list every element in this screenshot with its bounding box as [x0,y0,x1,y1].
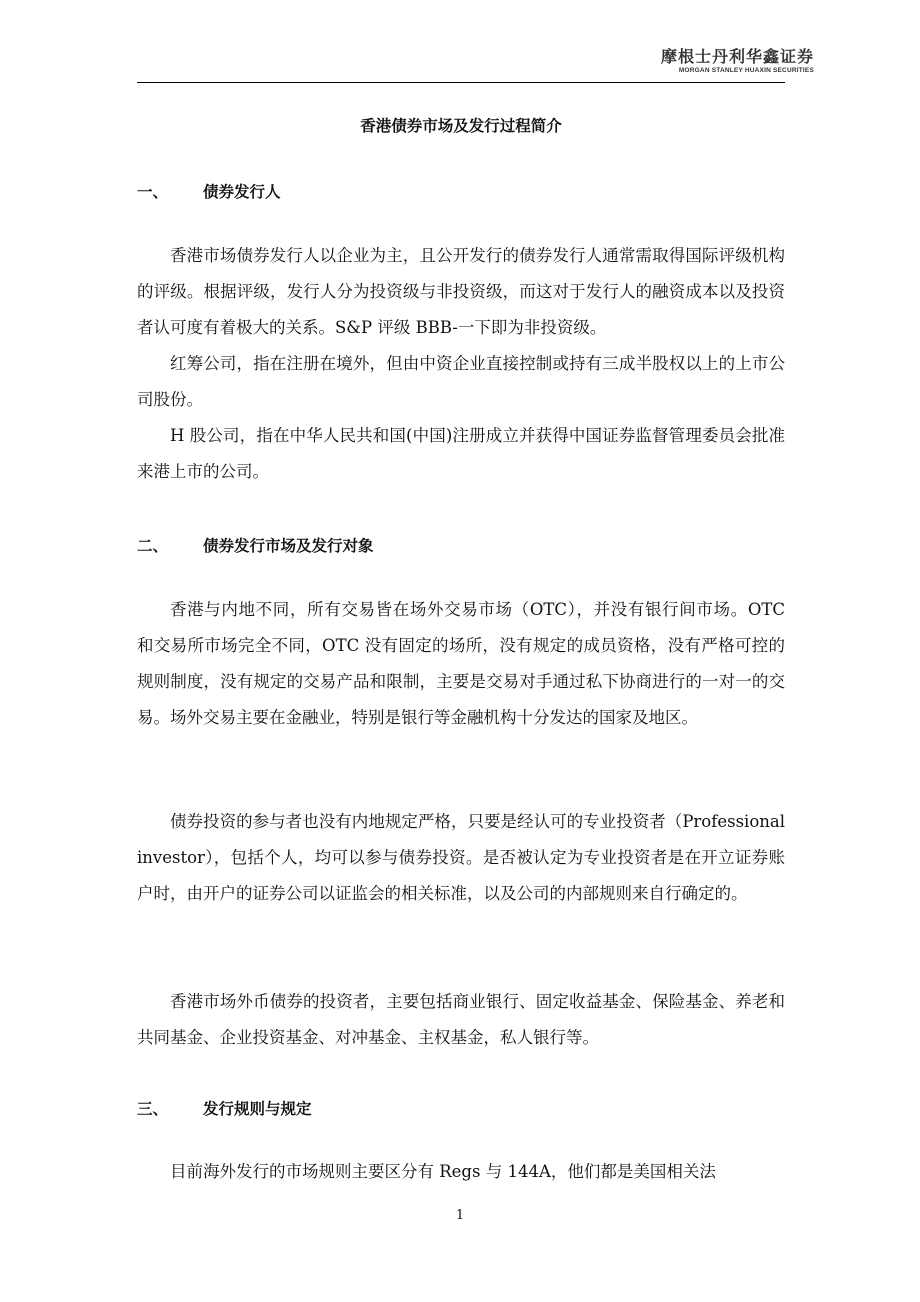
paragraph: 香港市场外币债券的投资者，主要包括商业银行、固定收益基金、保险基金、养老和共同基金、企业投资基金、对冲基金、主权基金，私人银行等。 [137,992,785,1047]
document-title: 香港债券市场及发行过程简介 [360,116,562,135]
section-number: 三、 [137,1099,169,1118]
paragraph: 债券投资的参与者也没有内地规定严格，只要是经认可的专业投资者（Professional investor），包括个人，均可以参与债券投资。是否被认定为专业投资者是在开立证券账户时，由开户的证券公司以证监会的相关标准，以及公司的内部规则来自行确定的。 [137,812,785,903]
paragraph: H 股公司，指在中华人民共和国(中国)注册成立并获得中国证券监督管理委员会批准来港上市的公司。 [137,426,785,481]
section-title: 债券发行人 [203,182,281,201]
section-heading-1 [137,180,281,202]
section-number: 二、 [137,536,169,555]
paragraph: 香港与内地不同，所有交易皆在场外交易市场（OTC），并没有银行间市场。OTC 和交易所市场完全不同，OTC 没有固定的场所，没有规定的成员资格，没有严格可控的规则制度，没有规定的交易产品和限制，主要是交易对手通过私下协商进行的一对一的交易。场外交易主要在金融业，特别是银行等金融机构十分发达的国家及地区。 [137,600,785,727]
section-number: 一、 [137,182,169,201]
paragraph: 目前海外发行的市场规则主要区分有 Regs 与 144A，他们都是美国相关法 [170,1162,716,1181]
paragraph: 香港市场债券发行人以企业为主，且公开发行的债券发行人通常需取得国际评级机构的评级。根据评级，发行人分为投资级与非投资级，而这对于发行人的融资成本以及投资者认可度有着极大的关系。S&P 评级 BBB-一下即为非投资级。 [137,246,785,337]
logo-chinese-name: 摩根士丹利华鑫证券 [660,47,814,66]
paragraph: 红筹公司，指在注册在境外，但由中资企业直接控制或持有三成半股权以上的上市公司股份。 [137,354,785,409]
section-title: 债券发行市场及发行对象 [203,536,374,555]
company-logo [661,48,814,74]
section-heading-3 [137,1097,312,1119]
page-number: 1 [455,1208,465,1223]
section-heading-2 [137,534,374,556]
section-title: 发行规则与规定 [203,1099,312,1118]
header-divider [137,82,785,83]
logo-english-name: MORGAN STANLEY HUAXIN SECURITIES [678,67,814,74]
